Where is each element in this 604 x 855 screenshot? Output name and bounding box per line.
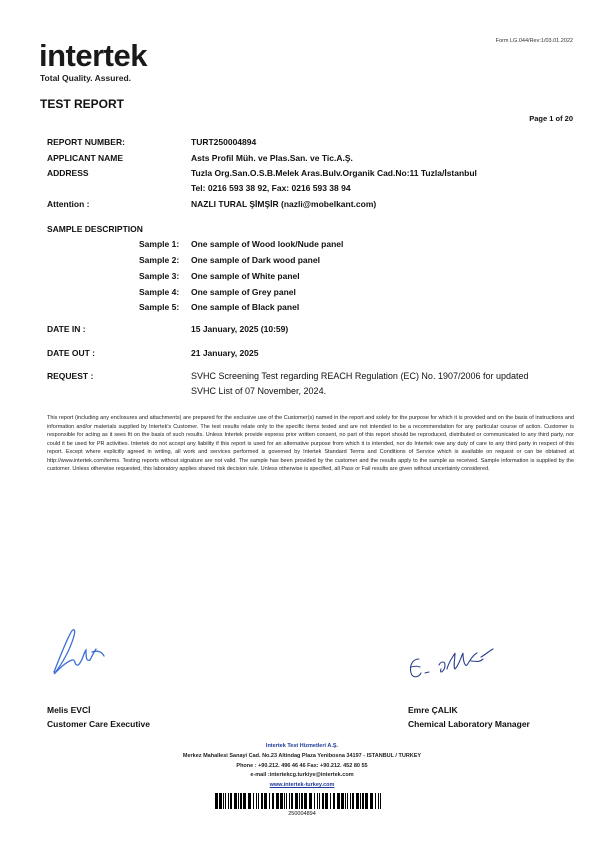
footer-address: Merkez Mahallesi Sanayi Cad. No.23 Altindag Plaza Yenibosna 34197 - ISTANBUL / TURKEY <box>182 753 422 759</box>
barcode-bar <box>276 793 279 809</box>
barcode-bar <box>319 793 320 809</box>
barcode-bar <box>375 793 376 809</box>
barcode-number: 250004894 <box>288 811 316 817</box>
barcode-bar <box>238 793 239 809</box>
barcode-bar <box>337 793 340 809</box>
signature-melis-evci <box>48 622 110 680</box>
barcode-bar <box>360 793 361 809</box>
date-out-label: DATE OUT : <box>47 348 96 358</box>
signatory-left <box>47 705 150 729</box>
address-label: ADDRESS <box>47 168 89 178</box>
barcode-bar <box>370 793 373 809</box>
barcode-bar <box>289 793 290 809</box>
attention-label: Attention : <box>47 199 90 209</box>
barcode-bar <box>350 793 351 809</box>
barcode <box>215 793 385 809</box>
sample-description-heading: SAMPLE DESCRIPTION <box>47 224 143 234</box>
barcode-bar <box>325 793 328 809</box>
sample-text: One sample of White panel <box>191 271 300 281</box>
barcode-bar <box>243 793 246 809</box>
barcode-bar <box>378 793 379 809</box>
barcode-bar <box>322 793 324 809</box>
address-line-1: Tuzla Org.San.O.S.B.Melek Aras.Bulv.Organik Cad.No:11 Tuzla/İstanbul <box>191 168 477 178</box>
barcode-bar <box>248 793 251 809</box>
barcode-bar <box>225 793 226 809</box>
barcode-bar <box>362 793 364 809</box>
report-number: TURT250004894 <box>191 137 257 147</box>
sample-label: Sample 2: <box>139 255 180 265</box>
footer-website-row <box>0 782 604 788</box>
barcode-bar <box>345 793 346 809</box>
signatory-right-name: Emre ÇALIK <box>408 705 458 715</box>
applicant-label: APPLICANT NAME <box>47 153 124 163</box>
form-reference: Form LG.044/Rev:1/03.01.2022 <box>495 38 573 44</box>
address-line-2: Tel: 0216 593 38 92, Fax: 0216 593 38 94 <box>191 183 351 193</box>
barcode-bar <box>269 793 270 809</box>
barcode-bar <box>230 793 232 809</box>
barcode-bar <box>228 793 229 809</box>
sample-label: Sample 3: <box>139 271 180 281</box>
barcode-bar <box>301 793 303 809</box>
footer-website-link[interactable]: www.intertek-turkey.com <box>269 782 335 788</box>
sample-text: One sample of Dark wood panel <box>191 255 320 265</box>
request-label: REQUEST : <box>47 371 94 381</box>
signatory-left-name: Melis EVCİ <box>47 705 91 715</box>
report-number-label: REPORT NUMBER: <box>47 137 125 147</box>
barcode-bar <box>314 793 315 809</box>
barcode-bar <box>352 793 354 809</box>
page-title: TEST REPORT <box>40 97 125 111</box>
barcode-bar <box>253 793 254 809</box>
sample-label: Sample 1: <box>139 239 180 249</box>
barcode-bar <box>286 793 287 809</box>
sample-text: One sample of Grey panel <box>191 287 296 297</box>
barcode-bar <box>356 793 359 809</box>
barcode-bar <box>341 793 344 809</box>
barcode-bar <box>284 793 285 809</box>
attention-value: NAZLI TURAL ŞİMŞİR (nazli@mobelkant.com) <box>191 199 377 209</box>
request-line-1: SVHC Screening Test regarding REACH Regulation (EC) No. 1907/2006 for updated <box>191 371 529 381</box>
sample-text: One sample of Black panel <box>191 302 300 312</box>
barcode-bar <box>380 793 381 809</box>
barcode-bar <box>240 793 242 809</box>
legal-disclaimer: This report (including any enclosures and attachments) are prepared for the exclusive use of the Customer(s) named in the report and solely for the purpose for which it is provided and on the basis of instructions and information and/or materials supplied by Intertek's Customer. The test results relate only to the specific items tested and are not intended to be a recommendation for any particular course of action. Customer is responsible for acting as it sees fit on the basis of such results. Unless Intertek provide express prior written consent, no part of this report should be reproduced, distributed or communicated to any third party, nor could it be used for PR activities. Intertek do not accept any liability if this report is used for an alternative purpose from which it is intended, nor do Intertek owe any duty of care to any third party in respect of this report. Except where explicitly agreed in writing, all work and services performed is governed by Intertek Standard Terms and Conditions of Service which is available on request or can be obtained at http://www.intertek.com/terms. Testing reports without signature are not valid. The sample has been provided by the customer and the results apply to the sample as received. Sample information is supplied by the customer. Unless otherwise requested, this laboratory applies shared risk decision rule. Unless otherwise is specified, all Pass or Fail results are given without uncertainty considered. <box>47 415 574 472</box>
barcode-bar <box>333 793 335 809</box>
barcode-bar <box>295 793 298 809</box>
footer-email: e-mail :intertekcg.turkiye@intertek.com <box>250 772 354 778</box>
request-line-2: SVHC List of 07 November, 2024. <box>191 386 327 396</box>
barcode-bar <box>223 793 224 809</box>
date-in: 15 January, 2025 (10:59) <box>191 324 289 334</box>
signatory-right <box>408 705 530 729</box>
barcode-bar <box>330 793 331 809</box>
sample-label: Sample 5: <box>139 302 180 312</box>
date-out: 21 January, 2025 <box>191 348 259 358</box>
barcode-bar <box>215 793 218 809</box>
barcode-bar <box>261 793 263 809</box>
barcode-bar <box>264 793 267 809</box>
applicant-name: Asts Profil Müh. ve Plas.San. ve Tic.A.Ş. <box>191 153 353 163</box>
footer-phone: Phone : +90.212. 496 46 46 Fax: +90.212. 452 80 55 <box>236 763 368 769</box>
barcode-bar <box>258 793 259 809</box>
barcode-bar <box>219 793 222 809</box>
signatory-right-title: Chemical Laboratory Manager <box>408 719 530 729</box>
barcode-bar <box>280 793 283 809</box>
barcode-bar <box>234 793 237 809</box>
barcode-bar <box>317 793 318 809</box>
signatory-left-title: Customer Care Executive <box>47 719 150 729</box>
date-in-label: DATE IN : <box>47 324 86 334</box>
signature-emre-calik <box>405 643 500 685</box>
barcode-bar <box>256 793 257 809</box>
logo-tagline: Total Quality. Assured. <box>40 73 131 83</box>
barcode-bar <box>299 793 300 809</box>
footer-company: Intertek Test Hizmetleri A.Ş. <box>265 743 339 749</box>
barcode-bar <box>309 793 312 809</box>
barcode-bar <box>347 793 348 809</box>
barcode-bar <box>365 793 368 809</box>
barcode-bar <box>304 793 307 809</box>
page-number: Page 1 of 20 <box>529 114 573 123</box>
sample-text: One sample of Wood look/Nude panel <box>191 239 344 249</box>
sample-label: Sample 4: <box>139 287 180 297</box>
barcode-bar <box>272 793 274 809</box>
intertek-logo: intertek <box>39 38 147 73</box>
barcode-bar <box>291 793 293 809</box>
